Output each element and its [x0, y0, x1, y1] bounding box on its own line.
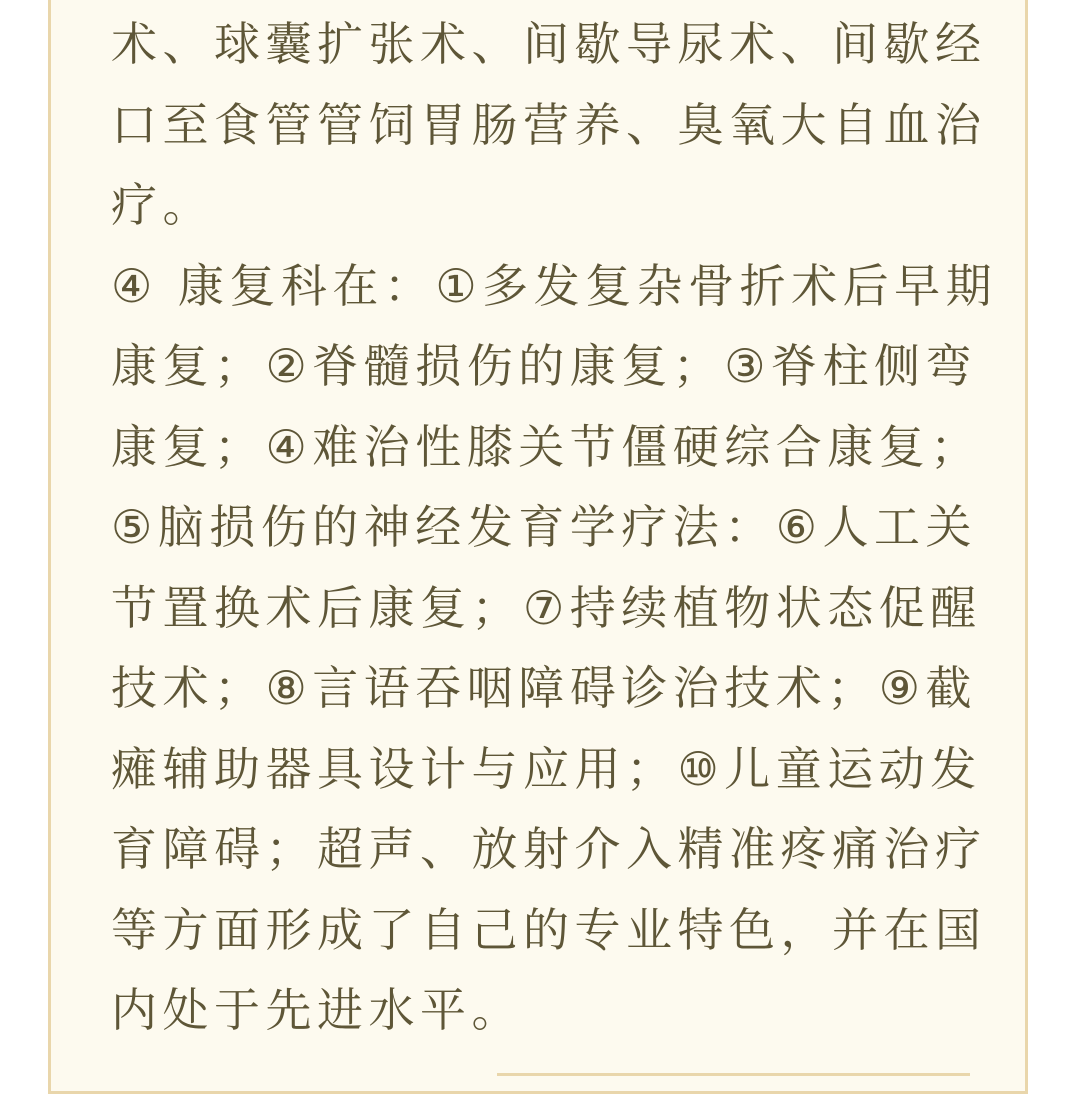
article-line: 技术；⑧言语吞咽障碍诊治技术；⑨截	[111, 661, 977, 715]
article-line: 瘫辅助器具设计与应用；⑩儿童运动发	[111, 741, 982, 796]
article-line: 口至食管管饲胃肠营养、臭氧大自血治	[111, 97, 987, 152]
decorative-divider	[497, 1073, 970, 1076]
article-body	[111, 4, 998, 1051]
article-line: 康复；④难治性膝关节僵硬综合康复；	[111, 419, 982, 474]
article-line: ④ 康复科在：①多发复杂骨折术后早期	[111, 258, 998, 313]
article-line: 内处于先进水平。	[111, 983, 523, 1037]
article-line: 育障碍；超声、放射介入精准疼痛治疗	[111, 822, 987, 876]
article-line: 康复；②脊髓损伤的康复；③脊柱侧弯	[111, 339, 977, 393]
article-line: 等方面形成了自己的专业特色，并在国	[111, 902, 987, 957]
article-line: 疗。	[111, 178, 214, 232]
article-line: ⑤脑损伤的神经发育学疗法：⑥人工关	[111, 500, 977, 554]
article-line: 术、球囊扩张术、间歇导尿术、间歇经	[111, 17, 987, 71]
article-line: 节置换术后康复；⑦持续植物状态促醒	[111, 580, 982, 635]
